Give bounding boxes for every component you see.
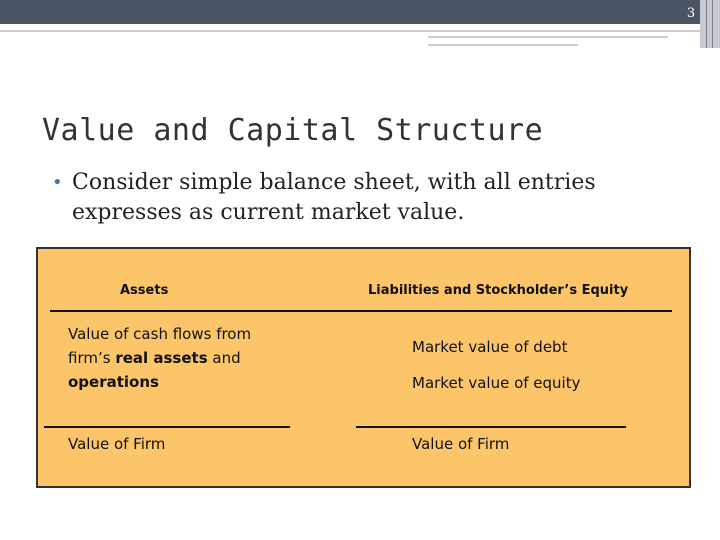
assets-description [68,322,251,394]
assets-text: firm’s [68,349,116,367]
assets-line [68,346,251,370]
header-accent [700,0,720,48]
assets-line: Value of cash flows from [68,325,252,343]
assets-text-bold: real assets [115,349,208,367]
slide-number: 3 [686,6,696,21]
assets-text: and [207,349,241,367]
header-rule [0,30,700,32]
slide-title: Value and Capital Structure [42,113,544,148]
accent-line [706,0,707,48]
header-rule [428,36,668,38]
header-rule [428,44,578,46]
assets-total-rule [44,426,290,428]
assets-total: Value of Firm [68,435,166,453]
bullet-item [52,168,692,228]
equity-entry: Market value of equity [412,374,581,392]
balance-sheet [36,247,691,488]
header-divider [50,310,672,312]
assets-line [68,370,251,394]
bullet-text: Consider simple balance sheet, with all entries expresses as current market value. [72,170,596,225]
liabilities-header: Liabilities and Stockholder’s Equity [368,283,629,298]
debt-entry: Market value of debt [412,338,568,356]
liabilities-total: Value of Firm [412,435,510,453]
accent-line [712,0,713,48]
assets-header: Assets [120,283,169,298]
header-bar [0,0,700,24]
assets-text-bold: operations [68,373,159,391]
bullet-icon: • [52,172,63,193]
liabilities-total-rule [356,426,626,428]
